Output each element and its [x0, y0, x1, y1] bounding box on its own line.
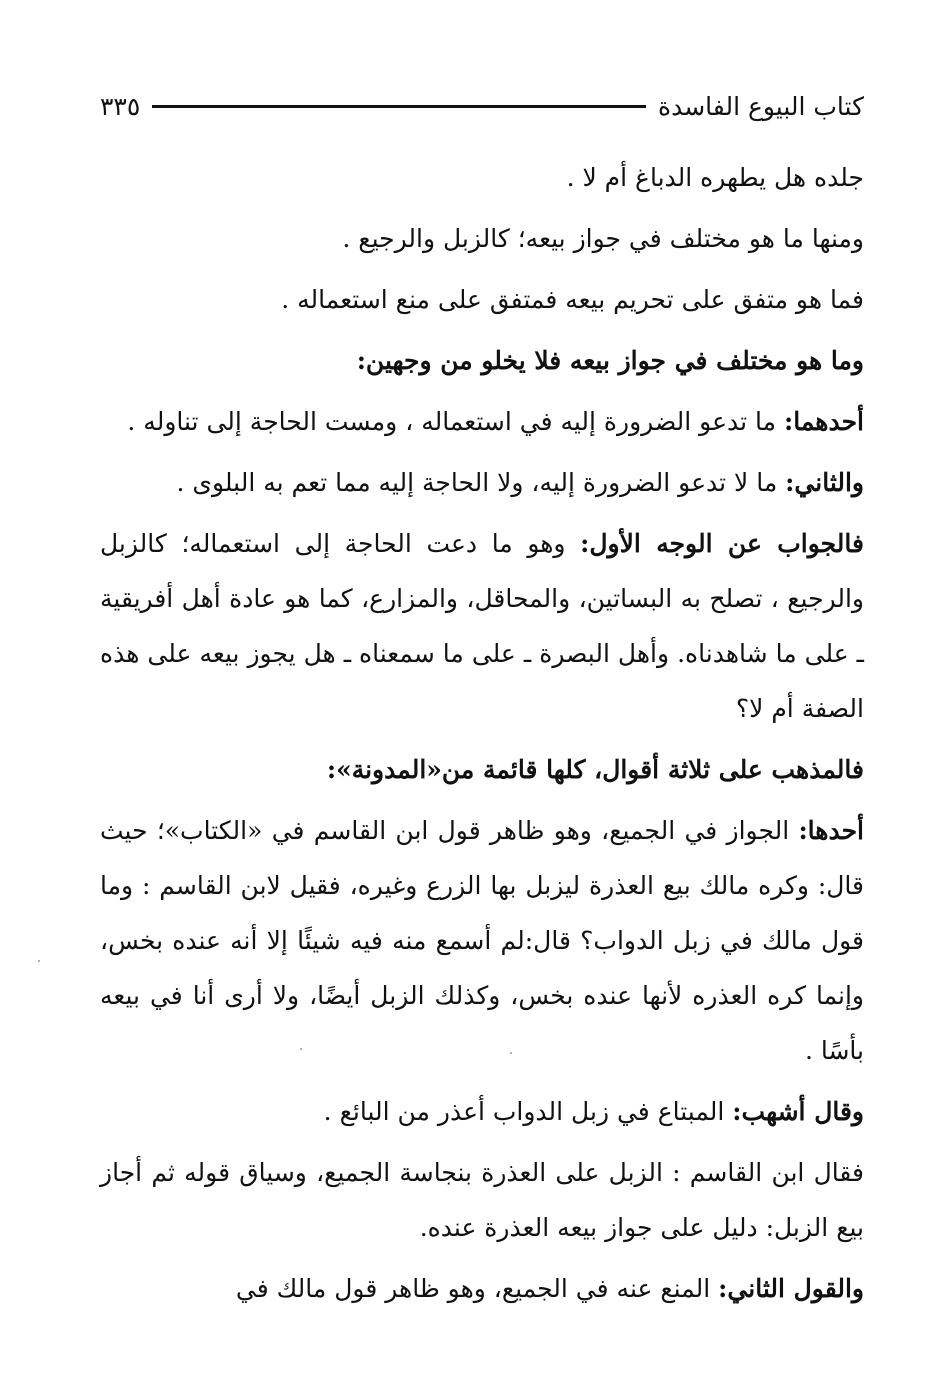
scan-speck	[300, 1048, 302, 1050]
paragraph-text: ما لا تدعو الضرورة إليه، ولا الحاجة إليه مما تعم به البلوى .	[176, 468, 786, 497]
paragraph-text: المبتاع في زبل الدواب أعذر من البائع .	[323, 1097, 733, 1126]
paragraph-7	[100, 516, 864, 736]
page-number: ٣٣٥	[100, 91, 141, 121]
paragraph-text: وهو ما دعت الحاجة إلى استعماله؛ كالزبل والرجيع ، تصلح به البساتين، والمحاقل، والمزارع، كما هو عادة أهل أفريقية ـ على ما شاهدناه. وأهل البصرة ـ على ما سمعناه ـ هل يجوز بيعه على هذه الصفة أم لا؟	[100, 529, 864, 723]
scan-speck	[510, 1052, 512, 1054]
paragraph-text: جلده هل يطهره الدباغ أم لا .	[566, 163, 864, 192]
paragraph-10	[100, 1084, 864, 1139]
paragraph-3	[100, 272, 864, 327]
paragraph-text: ومنها ما هو مختلف في جواز بيعه؛ كالزبل والرجيع .	[342, 224, 864, 253]
heading-text: فالمذهب على ثلاثة أقوال، كلها قائمة من«المدونة»:	[326, 755, 864, 784]
heading-text: وما هو مختلف في جواز بيعه فلا يخلو من وجهين:	[356, 346, 864, 375]
paragraph-11	[100, 1145, 864, 1255]
scan-speck	[38, 960, 40, 962]
header-rule	[152, 105, 646, 108]
paragraph-text: المنع عنه في الجميع، وهو ظاهر قول مالك في	[235, 1274, 719, 1303]
paragraph-lead: والقول الثاني:	[718, 1274, 864, 1303]
running-title: كتاب البيوع الفاسدة	[658, 91, 864, 121]
page-body	[100, 150, 864, 1322]
paragraph-lead: وقال أشهب:	[732, 1097, 864, 1126]
paragraph-text: ما تدعو الضرورة إليه في استعماله ، ومست الحاجة إلى تناوله .	[127, 407, 784, 436]
paragraph-2	[100, 211, 864, 266]
paragraph-text: فما هو متفق على تحريم بيعه فمتفق على منع استعماله .	[281, 285, 864, 314]
paragraph-lead: والثاني:	[785, 468, 864, 497]
paragraph-9	[100, 803, 864, 1078]
paragraph-lead: أحدها:	[798, 816, 864, 845]
paragraph-6	[100, 455, 864, 510]
paragraph-lead: فالجواب عن الوجه الأول:	[580, 529, 864, 558]
paragraph-12	[100, 1261, 864, 1316]
section-heading-2	[100, 742, 864, 797]
paragraph-5	[100, 394, 864, 449]
paragraph-lead: أحدهما:	[783, 407, 864, 436]
paragraph-text: الجواز في الجميع، وهو ظاهر قول ابن القاسم في «الكتاب»؛ حيث قال: وكره مالك بيع العذرة ليزبل بها الزرع وغيره، فقيل لابن القاسم : وما قول مالك في زبل الدواب؟ قال:لم أسمع منه فيه شيئًا إلا أنه عنده بخس، وإنما كره العذره لأنها عنده بخس، وكذلك الزبل أيضًا، ولا أرى أنا في بيعه بأسًا .	[100, 816, 864, 1065]
page-header	[100, 86, 864, 126]
paragraph-1	[100, 150, 864, 205]
paragraph-text: فقال ابن القاسم : الزبل على العذرة بنجاسة الجميع، وسياق قوله ثم أجاز بيع الزبل: دليل على جواز بيعه العذرة عنده.	[100, 1158, 864, 1242]
section-heading-1	[100, 333, 864, 388]
